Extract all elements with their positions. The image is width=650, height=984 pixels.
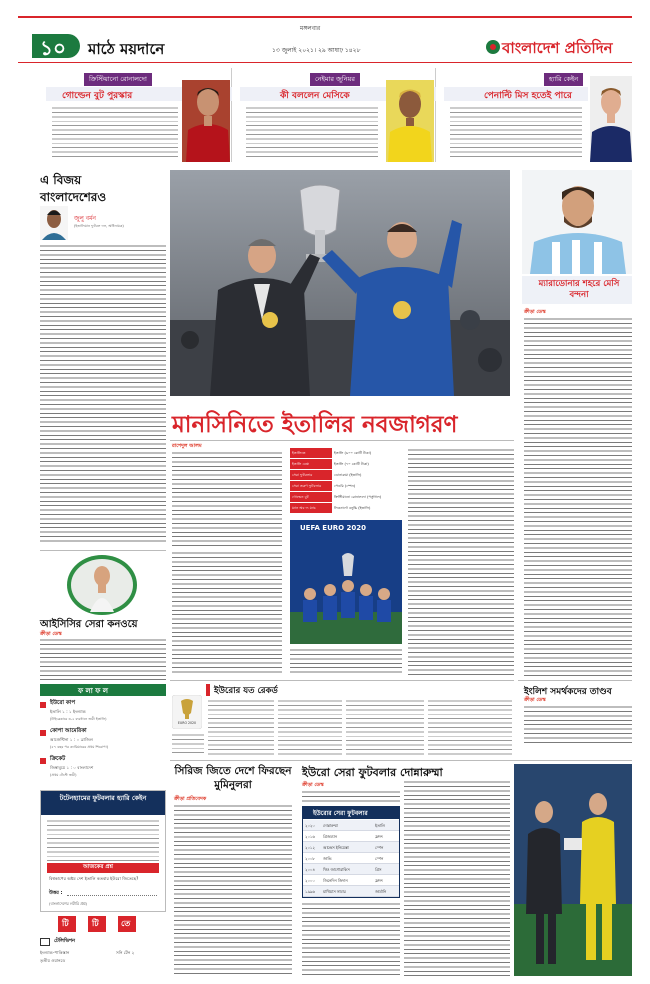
english-fans-body	[524, 705, 632, 745]
record-block	[278, 699, 342, 755]
mini-table-row	[290, 481, 402, 492]
top-strip-tag: হ্যারি কেইন	[544, 73, 583, 86]
result-item	[40, 728, 166, 756]
quiz-answer-field[interactable]	[67, 895, 157, 896]
messi-photo	[522, 170, 632, 274]
section-title: মাঠে ময়দানে	[88, 40, 165, 58]
left-story-body	[40, 244, 166, 544]
icc-headline: আইসিসির সেরা কনওয়ে	[40, 619, 138, 630]
main-mini-table	[290, 448, 402, 518]
neymar-photo	[386, 80, 434, 162]
table-cell-name: থিও জাগোরাকিস	[323, 867, 350, 872]
top-strip-body	[246, 106, 378, 158]
table-row	[303, 831, 399, 842]
table-cell-name: গ্রিজম্যান	[323, 834, 337, 839]
quiz-note: (বাংলাদেশের লটারি প্রশ্ন)	[49, 901, 87, 906]
tv-guide-letter: টি	[58, 916, 76, 932]
table-row	[303, 864, 399, 875]
table-cell-country: গ্রিস	[375, 867, 382, 872]
mini-table-value: ইতালি (৬০০ কোটি টাকা)	[334, 451, 372, 455]
mini-table-value: ক্রিস্টিয়ানো রোনালদো (পর্তুগাল)	[334, 495, 382, 499]
divider	[40, 550, 166, 551]
tv-guide-letter: তে	[118, 916, 136, 932]
header-date: ১৩ জুলাই ২০২১। ২৯ আষাঢ় ১৪২৮	[272, 47, 361, 54]
right-story-byline: ক্রীড়া ডেস্ক	[524, 309, 546, 315]
table-cell-year: ২০২০	[305, 823, 315, 828]
table-row	[303, 853, 399, 864]
quiz-title: আজকের প্রশ্ন	[83, 864, 113, 870]
mini-table-key: ইতালিতে	[290, 448, 332, 458]
table-cell-year: ২০০৮	[305, 856, 315, 861]
donnarumma-photo	[514, 764, 632, 976]
mini-table-value: লিওনার্দো বনুচ্চি (ইতালি)	[334, 506, 371, 510]
mini-table-value: পেডরি (স্পেন)	[334, 484, 356, 488]
kane-photo	[590, 76, 632, 162]
result-note: (প্রথম টেস্টে জয়ী)	[50, 773, 77, 777]
tv-icon	[40, 938, 50, 946]
team-photo	[290, 520, 402, 644]
euro-best-table	[302, 806, 400, 898]
english-fans-byline: ক্রীড়া ডেস্ক	[524, 697, 546, 703]
record-block	[208, 699, 274, 755]
author-avatar	[40, 206, 68, 240]
mini-table-key: সেরা তরুণ ফুটবলার	[290, 481, 332, 491]
divider	[170, 440, 514, 441]
right-story-body	[524, 317, 632, 677]
quiz-answer-label: উত্তর :	[49, 891, 63, 896]
table-cell-year: ২০০৪	[305, 867, 315, 872]
top-strip-item[interactable]	[444, 68, 632, 162]
player-portrait-icon	[386, 80, 434, 162]
main-body-col3	[408, 448, 514, 676]
mini-table-value: ডোনারুমা (ইতালি)	[334, 473, 362, 477]
icc-body	[40, 638, 166, 680]
icc-byline: ক্রীড়া ডেস্ক	[40, 631, 62, 637]
player-portrait-icon	[590, 76, 632, 162]
table-cell-year: ১৯৯৬	[305, 889, 315, 894]
ronaldo-photo	[182, 80, 230, 162]
euro-logo-text: UEFA EURO 2020	[300, 524, 367, 532]
header-bottom-rule	[18, 62, 632, 63]
table-cell-name: মাথিয়াস সামার	[323, 889, 346, 894]
divider	[518, 680, 632, 681]
tv-info: তৃতীয় ওয়ানডে	[40, 958, 66, 963]
record-block	[172, 733, 204, 755]
table-row	[303, 886, 399, 897]
brand-name: বাংলাদেশ প্রতিদিন	[502, 39, 613, 57]
result-bullet	[40, 758, 46, 764]
mini-table-key: সেরা ফুটবলার	[290, 470, 332, 480]
top-strip-body	[52, 106, 178, 158]
mini-table-row	[290, 459, 402, 470]
header-top-rule	[18, 16, 632, 18]
mini-table-key: ইতালি বেঞ্চ	[290, 459, 332, 469]
result-line: আর্জেন্টিনা ১ : ০ ব্রাজিল	[50, 737, 93, 742]
brand-logo	[484, 34, 630, 60]
table-cell-year: ২০০০	[305, 878, 315, 883]
conway-photo	[66, 554, 138, 616]
mini-table-row	[290, 448, 402, 459]
table-cell-name: জিনেদিন জিদান	[323, 878, 348, 883]
player-portrait-icon	[182, 80, 230, 162]
quiz-title-bar	[47, 863, 159, 873]
english-fans-headline: ইংলিশ সমর্থকদের তাণ্ডব	[524, 687, 612, 697]
tv-sport: টেলিভিশন	[54, 938, 76, 944]
mini-table-value: ইতালি (৭০ কোটি টাকা)	[334, 462, 369, 466]
euro-best-table-title-bar	[303, 807, 399, 819]
results-title: ফ লা ফ ল	[78, 687, 109, 695]
mini-table-key: ম্যান অব দ্য ম্যাচ	[290, 503, 332, 513]
table-cell-year: ২০১২	[305, 845, 315, 850]
page-number: ১০	[40, 36, 66, 60]
top-strip-item[interactable]	[240, 68, 436, 162]
result-bullet	[40, 730, 46, 736]
result-line: ইতালি ১ : ১ ইংল্যান্ড	[50, 709, 86, 714]
euro-best-body-2	[404, 780, 510, 976]
divider	[170, 760, 632, 761]
result-note: (টাইব্রেকারে ৩-২ ব্যবধানে জয়ী ইতালি)	[50, 717, 107, 721]
player-portrait-icon	[522, 170, 632, 274]
main-photo	[170, 170, 510, 396]
euro-best-table-title: ইউরোর সেরা ফুটবলার	[313, 810, 368, 817]
tv-guide	[40, 916, 166, 972]
top-strip-tag: নেইমার জুনিয়র	[310, 73, 360, 86]
table-cell-country: ফ্রান্স	[375, 834, 383, 839]
top-strip-headline: পেনাল্টি মিস হতেই পারে	[484, 91, 572, 101]
mini-table-row	[290, 470, 402, 481]
table-cell-year: ২০১৬	[305, 834, 315, 839]
result-note: (৫৭ বছর পর ক্যারিয়ারের প্রথম শিরোপা)	[50, 745, 109, 749]
mini-table-key: গোল্ডেন বুট	[290, 492, 332, 502]
top-strip-body	[450, 106, 582, 158]
table-cell-country: জার্মানি	[375, 889, 387, 894]
table-cell-name: দোন্নারুম্মা	[323, 823, 338, 828]
table-row	[303, 842, 399, 853]
left-story-headline: বাংলাদেশেরও	[40, 190, 107, 204]
result-label: ইউরো কাপ	[50, 700, 76, 706]
result-line: জিম্বাবুয়ে ১ : ০ বাংলাদেশ	[50, 765, 94, 770]
author-title: (ইতালিয়ান ফুটবল দল, অধিনায়ক)	[74, 224, 124, 228]
top-strip	[46, 68, 632, 164]
euro-records-title: ইউরোর যত রেকর্ড	[214, 686, 278, 696]
main-body-col1	[172, 451, 282, 547]
top-strip-tag: ক্রিস্টিয়ানো রোনালদো	[84, 73, 152, 86]
result-label: কোপা আমেরিকা	[50, 728, 87, 734]
top-strip-headline: কী বললেন মেসিকে	[280, 91, 350, 101]
euro-best-body-3	[302, 902, 400, 976]
top-strip-item[interactable]	[46, 68, 232, 162]
table-row	[303, 875, 399, 886]
euro-best-table-rows	[303, 820, 399, 898]
team-celebration-photo	[290, 520, 402, 644]
euro-logo	[172, 695, 202, 729]
result-item	[40, 700, 166, 728]
record-block	[428, 699, 512, 755]
euro-records	[170, 680, 514, 758]
table-cell-country: স্পেন	[375, 856, 384, 861]
table-cell-name: জাভি	[323, 856, 332, 861]
result-bullet	[40, 702, 46, 708]
player-portrait-icon	[66, 554, 138, 616]
left-story-kicker: এ বিজয়	[40, 173, 82, 187]
euro-best-headline: ইউরো সেরা ফুটবলার দোন্নারুম্মা	[302, 766, 443, 779]
author-name: জুলু বর্মন	[74, 215, 96, 222]
top-strip-headline: গোল্ডেন বুট পুরস্কার	[62, 91, 133, 101]
main-headline: মানসিনিতে ইতালির নবজাগরণ	[172, 412, 458, 438]
main-body-col2	[290, 648, 402, 676]
euro-logo-caption: EURO 2020	[177, 721, 197, 725]
trophy-celebration-photo	[170, 170, 510, 396]
table-cell-country: ইতালি	[375, 823, 385, 828]
tv-match: সনি টেন ২	[116, 950, 135, 955]
quiz-question: বিশ্বকাপের অষ্টম দেশ ইতালি কতবার ইউরো জিতেছে?	[49, 876, 139, 881]
harry-box	[40, 790, 166, 912]
main-byline: রাশেদুল আলম	[172, 443, 202, 449]
mini-table-row	[290, 492, 402, 503]
right-story-headline: ম্যারাডোনার শহরে মেসি বন্দনা	[538, 279, 620, 300]
harry-box-header	[41, 791, 165, 815]
main-headline-bar	[170, 404, 514, 438]
mini-table-row	[290, 503, 402, 514]
main-body-col1b	[172, 551, 282, 676]
table-cell-country: ফ্রান্স	[375, 878, 383, 883]
result-label: ক্রিকেট	[50, 756, 66, 762]
header-day: মঙ্গলবার	[300, 25, 321, 32]
euro-records-title-bar	[206, 684, 278, 696]
table-row	[303, 820, 399, 831]
record-block	[346, 699, 424, 755]
mumin-body	[174, 804, 292, 976]
page-header	[0, 0, 650, 66]
results-list	[40, 700, 166, 786]
euro-best-body-1	[302, 790, 400, 802]
award-ceremony-photo	[514, 764, 632, 976]
mumin-byline: ক্রীড়া প্রতিবেদক	[174, 796, 207, 802]
results-banner	[40, 684, 166, 696]
left-column	[40, 168, 166, 980]
tv-guide-letter: টি	[88, 916, 106, 932]
result-item	[40, 756, 166, 784]
mumin-headline: সিরিজ জিতে দেশে ফিরছেন মুমিনুলরা	[174, 765, 292, 791]
harry-box-headline: টটেনহ্যামের ফুটবলার হ্যারি কেইন	[59, 794, 147, 802]
avatar-icon	[40, 206, 68, 240]
harry-box-body	[47, 819, 159, 861]
table-cell-name: আন্দ্রেস ইনিয়েস্তা	[323, 845, 349, 850]
euro-best-byline: ক্রীড়া ডেস্ক	[302, 782, 324, 788]
table-cell-country: স্পেন	[375, 845, 384, 850]
tv-channel: ইংল্যান্ড-পাকিস্তান	[40, 950, 70, 955]
